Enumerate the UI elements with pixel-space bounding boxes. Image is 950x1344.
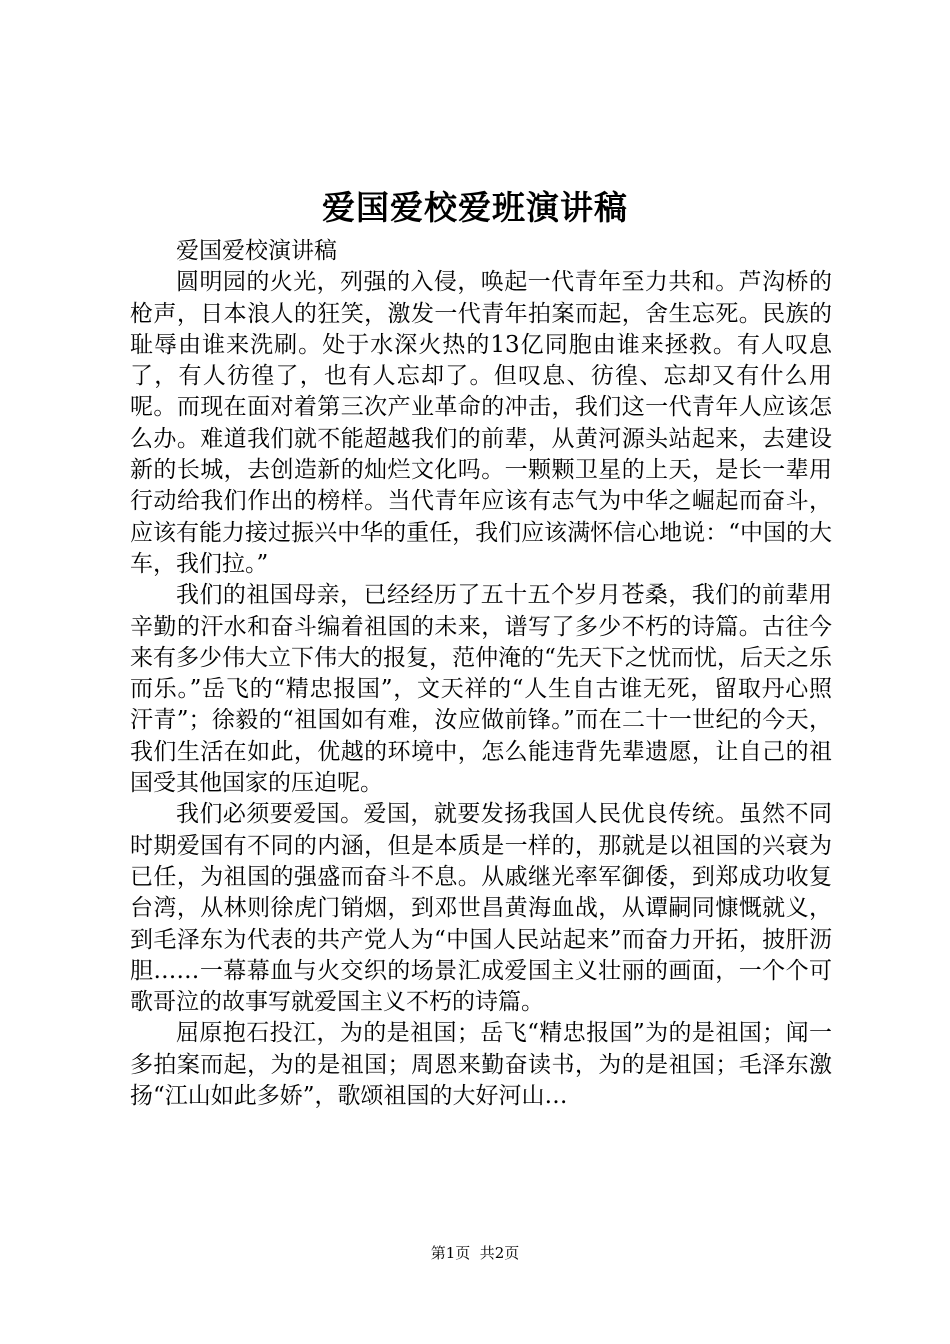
paragraph: 圆明园的火光，列强的入侵，唤起一代青年至力共和。芦沟桥的枪声，日本浪人的狂笑，激发一代青年拍案而起，舍生忘死。民族的耻辱由谁来洗刷。处于水深火热的13亿同胞由谁来拯救。有人叹息了，有人彷徨了，也有人忘却了。但叹息、彷徨、忘却又有什么用呢。而现在面对着第三次产业革命的冲击，我们这一代青年人应该怎么办。难道我们就不能超越我们的前辈，从黄河源头站起来，去建设新的长城，去创造新的灿烂文化吗。一颗颗卫星的上天，是长一辈用行动给我们作出的榜样。当代青年应该有志气为中华之崛起而奋斗，应该有能力接过振兴中华的重任，我们应该满怀信心地说：“中国的大车，我们拉。” — [130, 269, 832, 577]
paragraph-subtitle: 爱国爱校演讲稿 — [176, 238, 337, 264]
page-title: 爱国爱校爱班演讲稿 — [322, 188, 628, 227]
paragraph: 我们必须要爱国。爱国，就要发扬我国人民优良传统。虽然不同时期爱国有不同的内涵，但是本质是一样的，那就是以祖国的兴衰为已任，为祖国的强盛而奋斗不息。从戚继光率军御倭，到郑成功收复台湾，从林则徐虎门销烟，到邓世昌黄海血战，从谭嗣同慷慨就义，到毛泽东为代表的共产党人为“中国人民站起来”而奋力开拓，披肝沥胆……一幕幕血与火交织的场景汇成爱国主义壮丽的画面，一个个可歌哥泣的故事写就爱国主义不朽的诗篇。 — [130, 801, 832, 1016]
paragraph: 屈原抱石投江，为的是祖国；岳飞“精忠报国”为的是祖国；闻一多拍案而起，为的是祖国；周恩来勤奋读书，为的是祖国；毛泽东激扬“江山如此多娇”，歌颂祖国的大好河山… — [130, 1020, 832, 1110]
body-text — [130, 236, 832, 1112]
page-footer — [0, 1243, 950, 1263]
paragraph: 我们的祖国母亲，已经经历了五十五个岁月苍桑，我们的前辈用辛勤的汗水和奋斗编着祖国的未来，谱写了多少不朽的诗篇。古往今来有多少伟大立下伟大的报复，范仲淹的“先天下之忧而忧，后天之乐而乐。”岳飞的“精忠报国”，文天祥的“人生自古谁无死，留取丹心照汗青”；徐毅的“祖国如有难，汝应做前锋。”而在二十一世纪的今天，我们生活在如此，优越的环境中，怎么能违背先辈遗愿，让自己的祖国受其他国家的压迫呢。 — [130, 582, 832, 797]
page-number: 第1页 共2页 — [430, 1244, 520, 1262]
